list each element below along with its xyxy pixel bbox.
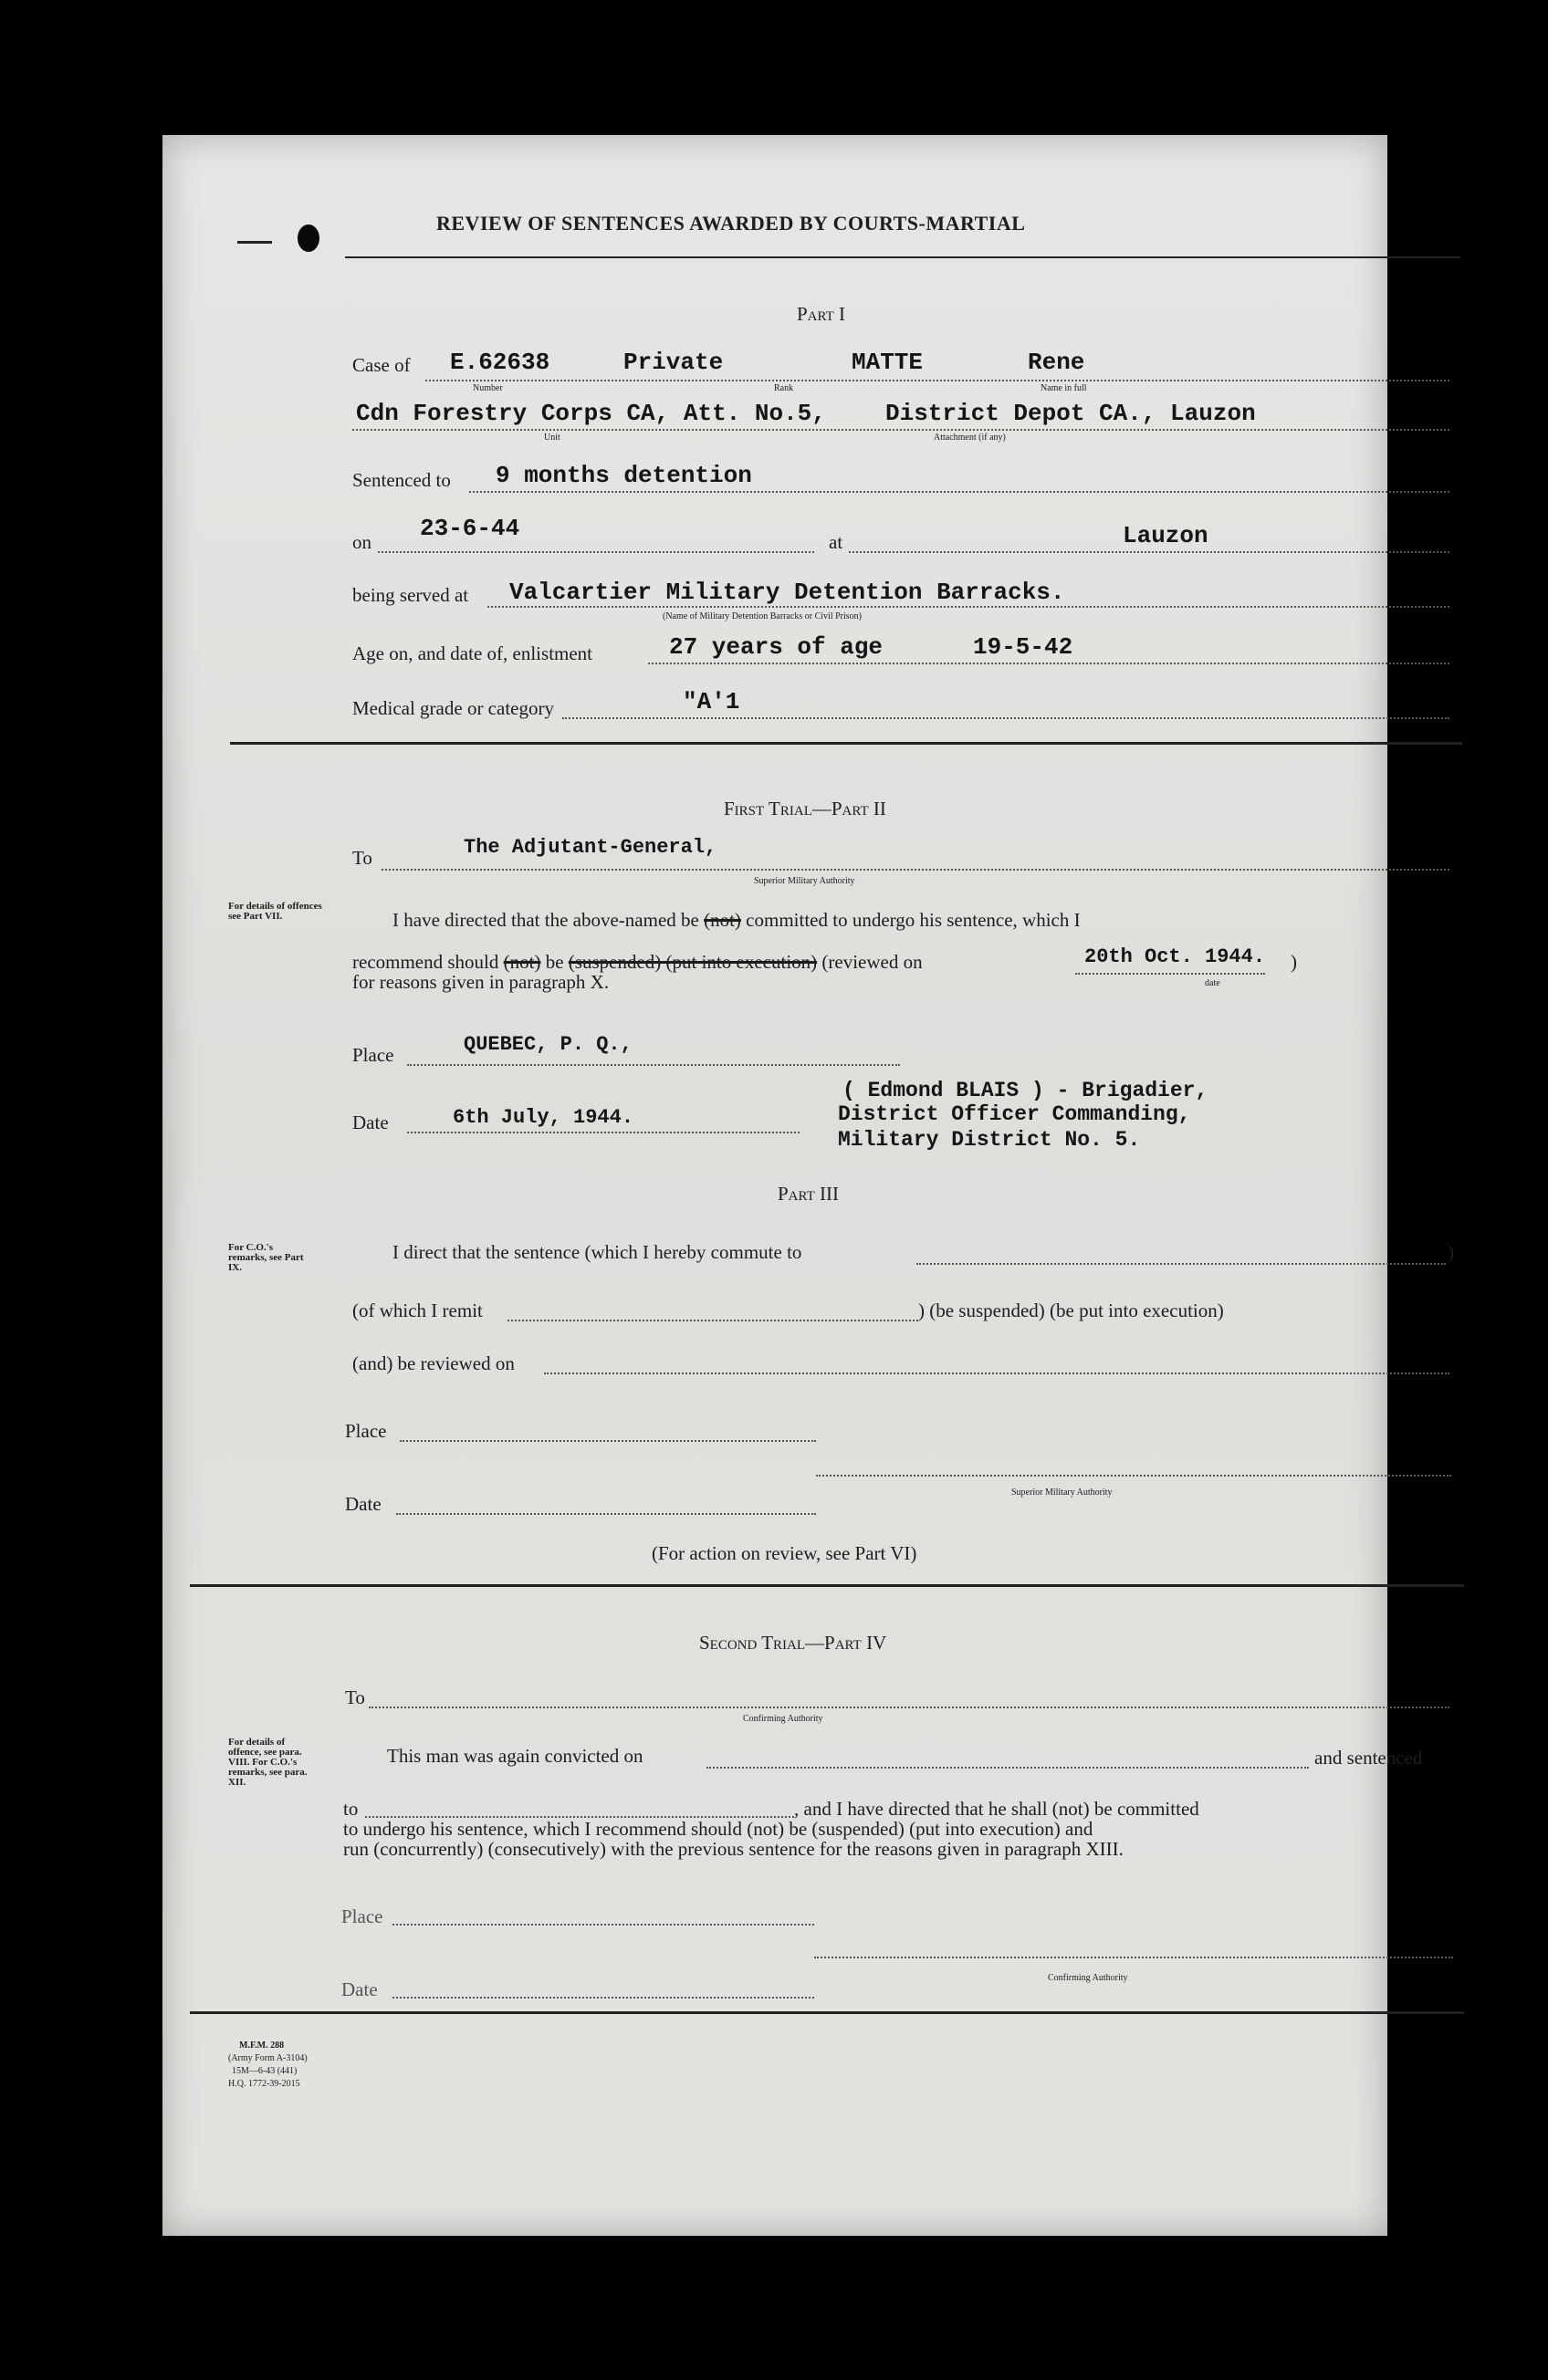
served-caption: (Name of Military Detention Barracks or Civil Prison) <box>663 611 863 621</box>
surname-value: MATTE <box>852 349 924 376</box>
at-label: at <box>829 531 843 553</box>
attachment-caption: Attachment (if any) <box>934 433 1006 443</box>
form-ref-3: 15M—6-43 (441) <box>232 2066 298 2076</box>
ink-blot <box>298 224 319 252</box>
part1-heading: Part I <box>797 303 846 325</box>
part3-footer: (For action on review, see Part VI) <box>652 1542 917 1564</box>
age-label: Age on, and date of, enlistment <box>352 642 593 664</box>
part2-to-label: To <box>352 847 372 869</box>
part2-place-label: Place <box>352 1044 394 1066</box>
reviewed-date: 20th Oct. 1944. <box>1084 945 1266 968</box>
part4-line1: This man was again convicted on <box>387 1745 643 1767</box>
number-caption: Number <box>473 383 503 393</box>
served-label: being served at <box>352 584 469 606</box>
document-page <box>162 135 1454 2236</box>
unit-value: Cdn Forestry Corps CA, Att. No.5, <box>356 400 826 427</box>
medical-label: Medical grade or category <box>352 697 554 719</box>
signatory-line3: Military District No. 5. <box>838 1128 1141 1152</box>
part2-place-value: QUEBEC, P. Q., <box>464 1033 633 1056</box>
signatory-line2: District Officer Commanding, <box>838 1102 1191 1126</box>
part4-to-label: To <box>345 1686 365 1708</box>
sentence-value: 9 months detention <box>496 462 752 489</box>
struck-not-1: (not) <box>704 909 741 931</box>
part3-heading: Part III <box>778 1183 840 1205</box>
enlistment-value: 19-5-42 <box>973 633 1073 661</box>
part3-date-label: Date <box>345 1493 382 1515</box>
part2-authority-caption: Superior Military Authority <box>754 876 855 886</box>
part2-line1: I have directed that the above-named be (not) committed to undergo his sentence, which I <box>392 909 1081 931</box>
rank-value: Private <box>623 349 724 376</box>
part3-reviewed-label: (and) be reviewed on <box>352 1352 515 1374</box>
part2-date-label: Date <box>352 1112 389 1133</box>
form-ref-4: H.Q. 1772-39-2015 <box>228 2079 300 2089</box>
sentenced-label: Sentenced to <box>352 469 451 491</box>
part2-date-value: 6th July, 1944. <box>453 1106 634 1129</box>
part3-line1: I direct that the sentence (which I hereby commute to <box>392 1241 802 1263</box>
header-dash <box>237 241 272 244</box>
part4-line2-tail: , and I have directed that he shall (not) be committed <box>794 1798 1199 1820</box>
case-label: Case of <box>352 354 411 376</box>
part4-line1-tail: and sentenced <box>1314 1747 1423 1769</box>
attachment-value: District Depot CA., Lauzon <box>885 400 1256 427</box>
part4-rule <box>190 2011 1464 2014</box>
name-caption: Name in full <box>1041 383 1087 393</box>
part3-rule <box>190 1584 1464 1587</box>
part4-line4: run (concurrently) (consecutively) with the previous sentence for the reasons given in paragraph XIII. <box>343 1838 1124 1860</box>
part3-remit-label: (of which I remit <box>352 1300 483 1321</box>
part3-side-note: For C.O.'s remarks, see Part IX. <box>228 1242 304 1273</box>
struck-not-2: (not) <box>503 951 541 973</box>
date-caption: date <box>1205 978 1220 988</box>
part2-line3: for reasons given in paragraph X. <box>352 971 610 993</box>
part2-side-note: For details of offences see Part VII. <box>228 901 322 922</box>
form-ref-2: (Army Form A-3104) <box>228 2053 308 2063</box>
part4-authority-caption-confirm: Confirming Authority <box>1048 1973 1128 1983</box>
part3-close-paren: ) <box>1448 1241 1454 1263</box>
part2-line2: recommend should (not) be (suspended) (put into execution) (reviewed on <box>352 951 923 973</box>
part3-remit-tail: ) (be suspended) (be put into execution) <box>918 1300 1224 1321</box>
header-rule <box>345 256 1460 258</box>
part2-heading: First Trial—Part II <box>724 798 886 819</box>
part4-place-label: Place <box>341 1905 383 1927</box>
service-number: E.62638 <box>450 349 550 376</box>
part3-authority-caption: Superior Military Authority <box>1011 1488 1113 1498</box>
part4-to2: to <box>343 1798 359 1820</box>
part4-heading: Second Trial—Part IV <box>699 1632 887 1654</box>
part4-date-label: Date <box>341 1978 378 2000</box>
part4-authority-caption: Confirming Authority <box>743 1714 823 1724</box>
part1-rule <box>230 742 1462 745</box>
signatory-line1: ( Edmond BLAIS ) - Brigadier, <box>842 1079 1208 1102</box>
part4-side-note: For details of offence, see para. VIII. For C.O.'s remarks, see para. XII. <box>228 1737 308 1788</box>
form-ref-1: M.F.M. 288 <box>239 2041 285 2051</box>
form-title: REVIEW OF SENTENCES AWARDED BY COURTS-MARTIAL <box>436 212 1026 235</box>
part2-close-paren: ) <box>1291 951 1297 973</box>
given-name-value: Rene <box>1028 349 1085 376</box>
adjutant-general: The Adjutant-General, <box>464 836 717 859</box>
medical-value: "A'1 <box>683 688 740 715</box>
part3-place-label: Place <box>345 1420 387 1442</box>
age-value: 27 years of age <box>669 633 884 661</box>
part4-line3: to undergo his sentence, which I recommend should (not) be (suspended) (put into execution) and <box>343 1818 1093 1840</box>
on-label: on <box>352 531 371 553</box>
struck-options: (suspended) (put into execution) <box>568 951 818 973</box>
unit-caption: Unit <box>544 433 560 443</box>
rank-caption: Rank <box>774 383 794 393</box>
served-at-value: Valcartier Military Detention Barracks. <box>509 579 1065 606</box>
place-value: Lauzon <box>1123 522 1208 549</box>
sentence-date: 23-6-44 <box>420 515 520 542</box>
